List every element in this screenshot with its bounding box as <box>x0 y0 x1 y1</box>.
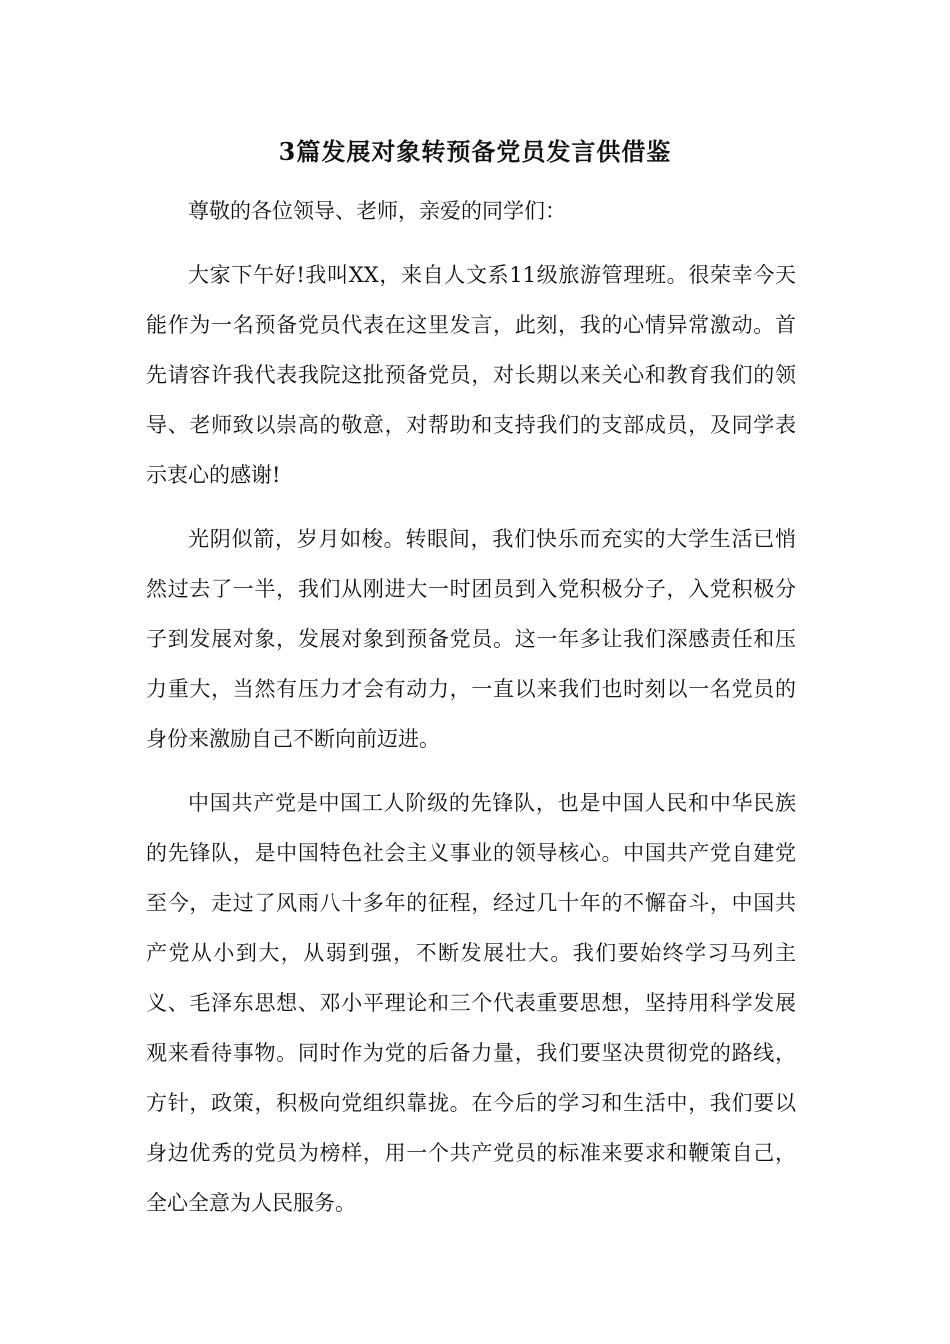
document-body <box>146 186 796 1228</box>
salutation-paragraph: 尊敬的各位领导、老师，亲爱的同学们： <box>188 199 566 223</box>
body-paragraph-3: 中国共产党是中国工人阶级的先锋队，也是中国人民和中华民族的先锋队，是中国特色社会主义事业的领导核心。中国共产党自建党至今，走过了风雨八十多年的征程，经过几十年的不懈奋斗，中国共产党从小到大，从弱到强，不断发展壮大。我们要始终学习马列主义、毛泽东思想、邓小平理论和三个代表重要思想，坚持用科学发展观来看待事物。同时作为党的后备力量，我们要坚决贯彻党的路线，方针，政策，积极向党组织靠拢。在今后的学习和生活中，我们要以身边优秀的党员为榜样，用一个共产党员的标准来要求和鞭策自己，全心全意为人民服务。 <box>146 791 796 1215</box>
document-title: 3篇发展对象转预备党员发言供借鉴 <box>278 137 672 166</box>
body-paragraph-1: 大家下午好!我叫XX，来自人文系11级旅游管理班。很荣幸今天能作为一名预备党员代表在这里发言，此刻，我的心情异常激动。首先请容许我代表我院这批预备党员，对长期以来关心和教育我们的领导、老师致以崇高的敬意，对帮助和支持我们的支部成员，及同学表示衷心的感谢! <box>146 263 796 487</box>
body-paragraph-2: 光阴似箭，岁月如梭。转眼间，我们快乐而充实的大学生活已悄然过去了一半，我们从刚进大一时团员到入党积极分子，入党积极分子到发展对象，发展对象到预备党员。这一年多让我们深感责任和压力重大，当然有压力才会有动力，一直以来我们也时刻以一名党员的身份来激励自己不断向前迈进。 <box>146 527 796 751</box>
